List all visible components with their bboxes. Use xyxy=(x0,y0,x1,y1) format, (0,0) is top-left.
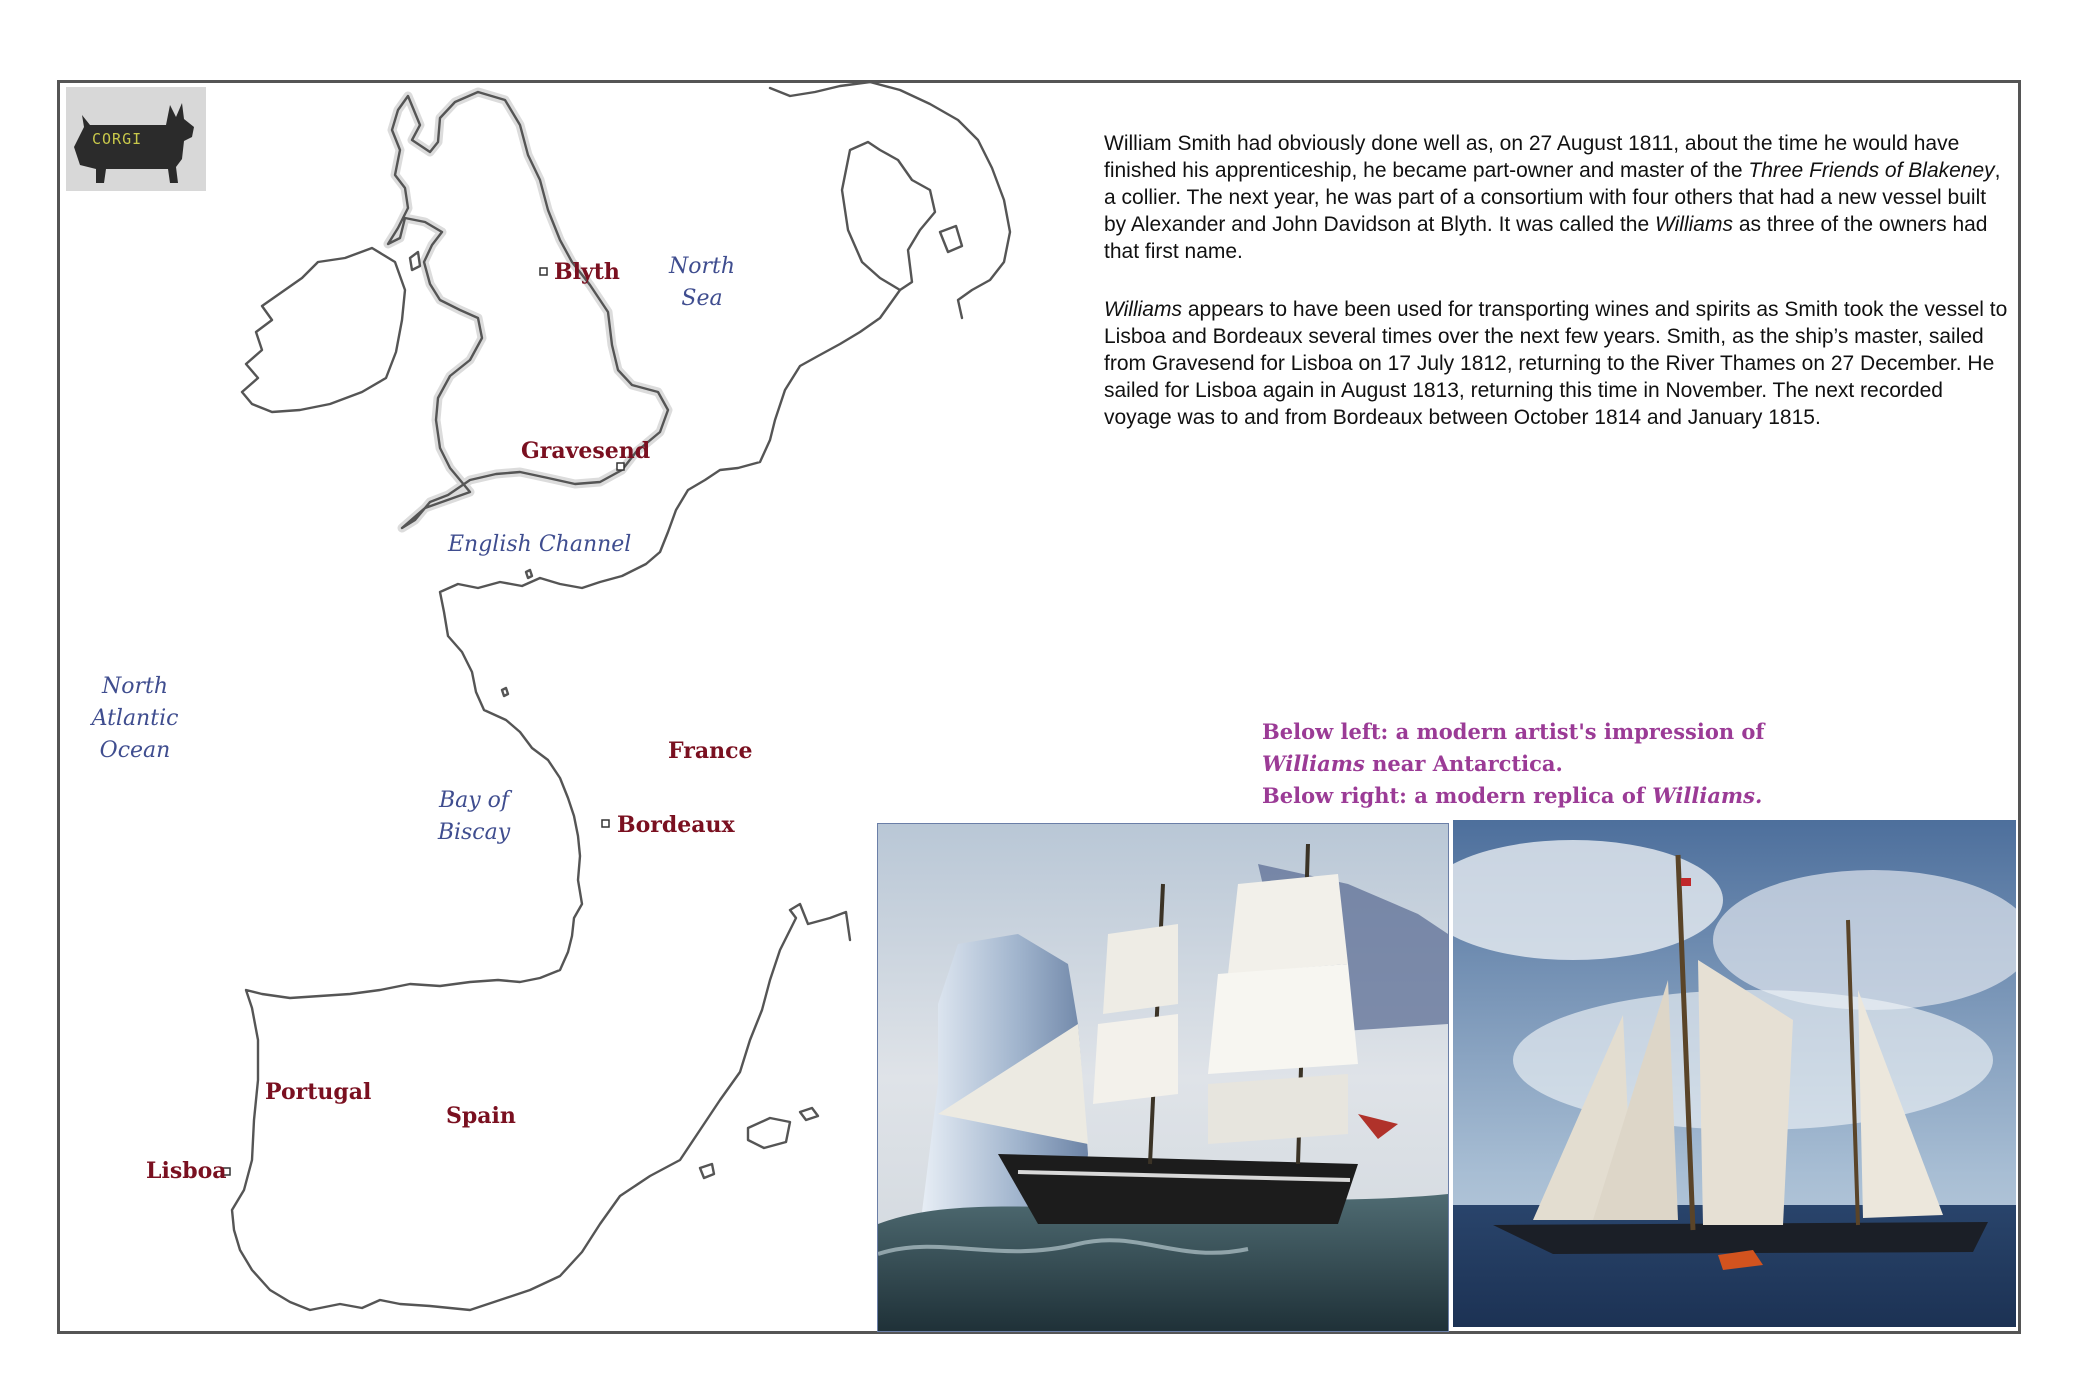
painting-williams-antarctica xyxy=(877,823,1449,1332)
sea-label-line: Ocean xyxy=(99,738,171,763)
channel-islands-coast xyxy=(526,570,532,578)
denmark-coast xyxy=(842,142,935,290)
isle-of-man-coast xyxy=(410,252,420,270)
blyth-marker xyxy=(540,268,547,275)
city-markers xyxy=(223,268,624,1175)
sea-label-line: Biscay xyxy=(437,820,511,845)
painting-image xyxy=(878,824,1448,1331)
bordeaux-marker xyxy=(602,820,609,827)
place-label-blyth: Blyth xyxy=(554,259,620,285)
place-label-gravesend: Gravesend xyxy=(521,438,651,464)
ireland-coast xyxy=(242,248,405,412)
mallorca-coast xyxy=(748,1118,790,1148)
gravesend-marker xyxy=(617,463,624,470)
caption-line-2: Williams near Antarctica. xyxy=(1262,751,1563,776)
place-label-portugal: Portugal xyxy=(265,1079,372,1105)
paragraph-2: Williams appears to have been used for transporting wines and spirits as Smith took the vessel to Lisboa and Bordeaux several times over the next few years. Smith, as the ship’s master, sailed from Gravesend for Lisboa on 17 July 1812, returning to the River Thames on 27 December. He sailed for Lisboa again in August 1813, returning this time in November. The next recorded voyage was to and from Bordeaux between October 1814 and January 1815. xyxy=(1104,298,2008,429)
menorca-coast xyxy=(800,1108,818,1120)
sea-label-line: Atlantic xyxy=(91,706,179,731)
sea-label-north-atlantic-ocean xyxy=(82,671,188,767)
place-label-france: France xyxy=(668,738,753,764)
sea-label-line: North xyxy=(668,254,736,279)
place-label-bordeaux: Bordeaux xyxy=(617,812,735,838)
sea-label-line: Sea xyxy=(681,286,723,311)
place-label-lisboa: Lisboa xyxy=(146,1158,227,1184)
caption-line-3: Below right: a modern replica of Williams. xyxy=(1262,783,1763,808)
logo-text: CORGI xyxy=(92,130,143,148)
caption-line-1: Below left: a modern artist's impression of xyxy=(1262,719,1765,744)
photo-caption xyxy=(1262,716,1764,812)
photo-williams-replica xyxy=(1453,820,2016,1327)
corgi-logo xyxy=(66,87,206,191)
small-island-1-coast xyxy=(502,688,508,696)
ibiza-coast xyxy=(700,1164,714,1178)
sea-label-bay-of-biscay xyxy=(426,785,522,849)
danish-islands-coast xyxy=(940,226,962,252)
replica-image xyxy=(1453,820,2016,1327)
paragraph-1: William Smith had obviously done well as, on 27 August 1811, about the time he would have finished his apprenticeship, he became part-owner and master of the Three Friends of Blakeney, a collier. The next year, he was part of a consortium with four others that had a new vessel built by Alexander and John Davidson at Blyth. It was called the Williams as three of the owners had that first name. xyxy=(1104,132,2001,263)
sea-label-line: North xyxy=(101,674,169,699)
sea-label-north-sea xyxy=(660,251,744,315)
place-label-spain: Spain xyxy=(446,1103,516,1129)
sea-label-line: Bay of xyxy=(438,788,510,813)
sea-label-english-channel xyxy=(448,529,632,561)
scandinavia-coast xyxy=(770,82,1010,318)
sea-label-line: English Channel xyxy=(448,532,632,557)
